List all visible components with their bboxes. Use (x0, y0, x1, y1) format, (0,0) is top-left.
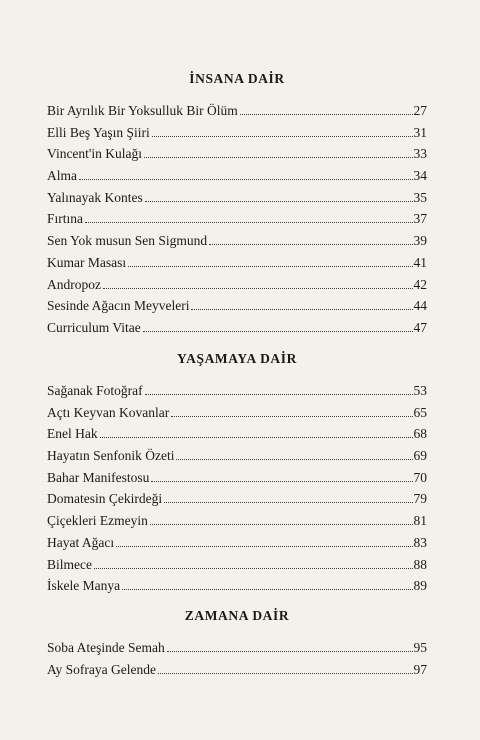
entry-page-number: 31 (413, 124, 427, 140)
dot-leader (145, 394, 413, 395)
entry-title: Domatesin Çekirdeği (47, 491, 163, 507)
dot-leader (150, 524, 413, 525)
entry-title: Sen Yok musun Sen Sigmund (47, 233, 208, 249)
entry-title: Hayatın Senfonik Özeti (47, 448, 175, 464)
toc-entry (47, 467, 427, 489)
entry-title: Bahar Manifestosu (47, 469, 150, 485)
dot-leader (152, 136, 413, 137)
dot-leader (85, 222, 413, 223)
toc-entry (47, 252, 427, 274)
toc-entry (47, 637, 427, 659)
entry-page-number: 33 (413, 146, 427, 162)
entry-title: Elli Beş Yaşın Şiiri (47, 124, 150, 140)
toc-entry (47, 274, 427, 296)
toc-entry (47, 295, 427, 317)
toc-entry (47, 230, 427, 252)
toc-entry (47, 380, 427, 402)
dot-leader (151, 481, 412, 482)
dot-leader (116, 546, 412, 547)
entry-page-number: 65 (413, 404, 427, 420)
toc-entry (47, 510, 427, 532)
toc-entry (47, 659, 427, 681)
dot-leader (79, 179, 413, 180)
entry-page-number: 69 (413, 448, 427, 464)
toc-entry (47, 100, 427, 122)
dot-leader (103, 288, 413, 289)
dot-leader (240, 114, 413, 115)
entry-title: Bir Ayrılık Bir Yoksulluk Bir Ölüm (47, 103, 238, 118)
entry-page-number: 34 (413, 168, 427, 184)
dot-leader (144, 157, 413, 158)
entry-title: Alma (47, 168, 77, 184)
dot-leader (164, 502, 412, 503)
entry-title: Bilmece (47, 556, 92, 572)
entry-page-number: 81 (413, 513, 427, 529)
entry-title: Ay Sofraya Gelende (47, 661, 156, 677)
entry-page-number: 95 (413, 640, 427, 655)
toc-entry (47, 165, 427, 187)
toc-entry (47, 187, 427, 209)
entry-page-number: 37 (413, 211, 427, 227)
dot-leader (167, 651, 413, 652)
entry-title: Hayat Ağacı (47, 534, 115, 550)
entry-title: Açtı Keyvan Kovanlar (47, 404, 170, 420)
entry-title: İskele Manya (47, 578, 121, 594)
section-insana-dair (47, 70, 427, 339)
dot-leader (145, 201, 413, 202)
toc-entry (47, 445, 427, 467)
dot-leader (191, 309, 412, 310)
section-yasamaya-dair (47, 350, 427, 597)
entry-title: Soba Ateşinde Semah (47, 640, 165, 655)
toc-entry (47, 143, 427, 165)
toc-entry (47, 208, 427, 230)
dot-leader (158, 673, 413, 674)
entry-page-number: 35 (413, 189, 427, 205)
toc-entry (47, 402, 427, 424)
entry-title: Enel Hak (47, 426, 98, 442)
entry-title: Sağanak Fotoğraf (47, 383, 143, 398)
section-heading: İNSANA DAİR (189, 71, 285, 86)
section-heading: ZAMANA DAİR (184, 608, 290, 623)
toc-entry (47, 122, 427, 144)
entry-title: Vincent'in Kulağı (47, 146, 142, 162)
dot-leader (209, 244, 412, 245)
entry-page-number: 68 (413, 426, 427, 442)
entry-page-number: 47 (413, 319, 427, 335)
entry-title: Fırtına (47, 211, 83, 227)
section-heading: YAŞAMAYA DAİR (177, 351, 297, 366)
toc-entry (47, 575, 427, 597)
entry-page-number: 27 (413, 103, 427, 118)
entry-page-number: 53 (413, 383, 427, 398)
toc-entry (47, 532, 427, 554)
entry-page-number: 41 (413, 254, 427, 270)
entry-page-number: 88 (413, 556, 427, 572)
toc-entry (47, 423, 427, 445)
dot-leader (171, 416, 412, 417)
toc-entry (47, 554, 427, 576)
entry-title: Yalınayak Kontes (47, 189, 143, 205)
entry-title: Andropoz (47, 276, 101, 292)
dot-leader (143, 331, 413, 332)
dot-leader (128, 266, 412, 267)
dot-leader (94, 568, 413, 569)
entry-page-number: 83 (413, 534, 427, 550)
dot-leader (100, 437, 413, 438)
entry-title: Curriculum Vitae (47, 319, 141, 335)
dot-leader (176, 459, 412, 460)
section-zamana-dair (47, 607, 427, 680)
entry-page-number: 70 (413, 469, 427, 485)
entry-title: Çiçekleri Ezmeyin (47, 513, 148, 529)
toc-entry (47, 317, 427, 339)
entry-page-number: 44 (413, 298, 427, 314)
entry-page-number: 79 (413, 491, 427, 507)
entry-page-number: 42 (413, 276, 427, 292)
entry-title: Sesinde Ağacın Meyveleri (47, 298, 190, 314)
entry-page-number: 97 (413, 661, 427, 677)
dot-leader (122, 589, 412, 590)
entry-page-number: 89 (413, 578, 427, 594)
entry-title: Kumar Masası (47, 254, 127, 270)
entry-page-number: 39 (413, 233, 427, 249)
toc-entry (47, 488, 427, 510)
